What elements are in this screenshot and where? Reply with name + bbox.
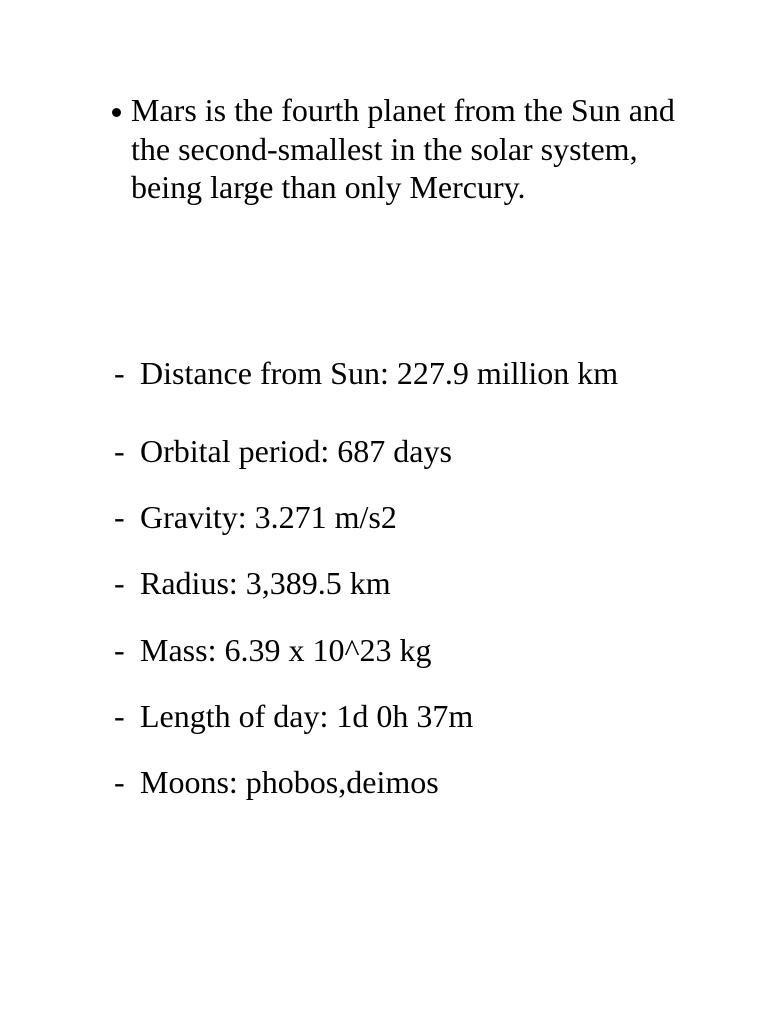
dash-marker: - bbox=[114, 632, 125, 668]
bullet-icon bbox=[112, 108, 121, 117]
fact-text: Orbital period: 687 days bbox=[140, 433, 452, 469]
fact-text: Length of day: 1d 0h 37m bbox=[140, 698, 474, 734]
fact-distance bbox=[114, 355, 618, 391]
fact-text: Radius: 3,389.5 km bbox=[140, 565, 391, 601]
fact-text: Moons: phobos,deimos bbox=[140, 764, 439, 800]
intro-text: Mars is the fourth planet from the Sun and the second-smallest in the solar system, being large than only Mercury. bbox=[131, 92, 675, 205]
dash-marker: - bbox=[114, 764, 125, 800]
fact-radius bbox=[114, 565, 391, 601]
fact-text: Gravity: 3.271 m/s2 bbox=[140, 499, 397, 535]
dash-marker: - bbox=[114, 499, 125, 535]
fact-mass bbox=[114, 632, 431, 668]
fact-gravity bbox=[114, 499, 397, 535]
dash-marker: - bbox=[114, 355, 125, 391]
dash-marker: - bbox=[114, 433, 125, 469]
fact-text: Distance from Sun: 227.9 million km bbox=[140, 355, 619, 391]
dash-marker: - bbox=[114, 565, 125, 601]
dash-marker: - bbox=[114, 698, 125, 734]
fact-text: Mass: 6.39 x 10^23 kg bbox=[140, 632, 432, 668]
fact-length-of-day bbox=[114, 698, 473, 734]
fact-orbital-period bbox=[114, 433, 452, 469]
fact-moons bbox=[114, 764, 439, 800]
intro-bullet bbox=[112, 91, 732, 207]
